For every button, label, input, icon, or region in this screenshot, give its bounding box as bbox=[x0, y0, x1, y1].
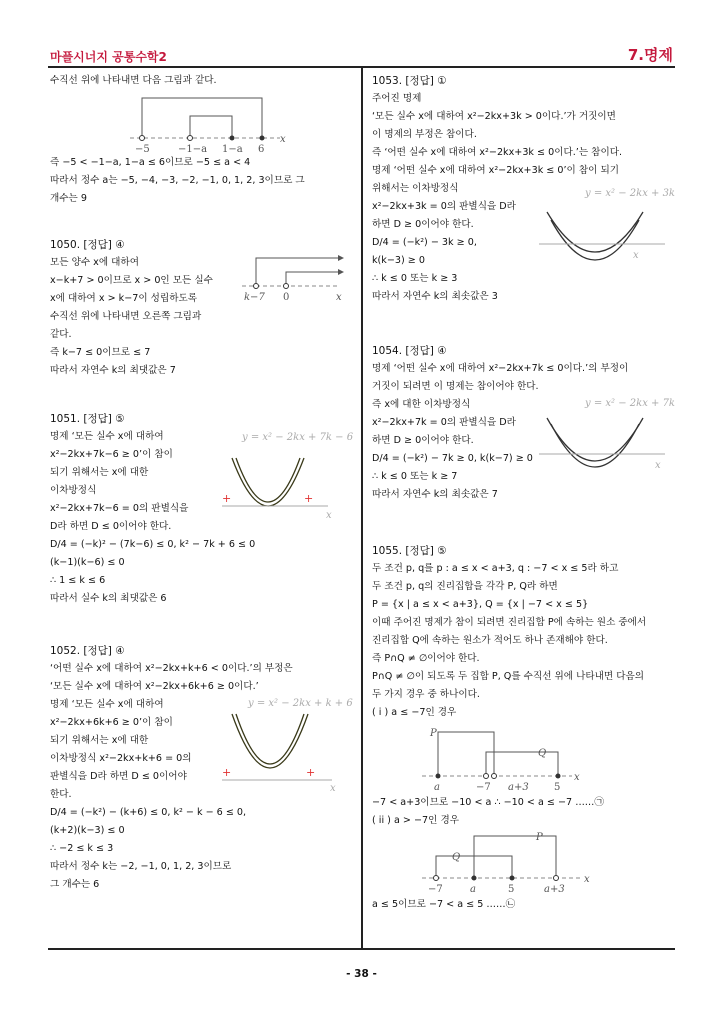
svg-text:+: + bbox=[222, 492, 232, 505]
text-line: 따라서 정수 k는 −2, −1, 0, 1, 2, 3이므로 bbox=[50, 861, 232, 872]
solution-1050 bbox=[50, 236, 350, 380]
text-line: k(k−3) ≥ 0 bbox=[372, 255, 425, 266]
text-line: (k+2)(k−3) ≤ 0 bbox=[50, 825, 125, 836]
label-x: x bbox=[330, 783, 336, 794]
left-column bbox=[50, 72, 354, 894]
text-line: 이 명제의 부정은 참이다. bbox=[372, 129, 477, 140]
text-line: P∩Q ≠ ∅이 되도록 두 집합 P, Q를 수직선 위에 나타내면 다음의 bbox=[372, 671, 645, 682]
label-P: P bbox=[430, 728, 437, 739]
solution-title: 1054. [정답] ④ bbox=[372, 345, 447, 357]
parabola-figure bbox=[218, 692, 353, 794]
label-x: x bbox=[584, 874, 590, 885]
solution-title: 1053. [정답] ① bbox=[372, 75, 447, 87]
solution-1052 bbox=[50, 642, 353, 894]
text-line: 명제 ‘어떤 실수 x에 대하여 x²−2kx+7k ≤ 0이다.’의 부정이 bbox=[372, 363, 629, 374]
text-line: 명제 ‘모든 실수 x에 대하여 bbox=[50, 699, 164, 710]
solution-1054 bbox=[372, 342, 675, 504]
label-5: 5 bbox=[554, 782, 561, 793]
text-line: x²−2kx+7k−6 ≥ 0’이 참이 bbox=[50, 449, 173, 460]
text-line: 수직선 위에 나타내면 다음 그림과 같다. bbox=[50, 75, 217, 86]
text-line: x에 대하여 x > k−7이 성립하도록 bbox=[50, 293, 198, 304]
label-minus7: −7 bbox=[476, 782, 491, 793]
label-P: P bbox=[536, 832, 543, 843]
text-line: ( ii ) a > −7인 경우 bbox=[372, 815, 459, 826]
text-line: 이차방정식 bbox=[50, 485, 97, 496]
text-line: 주어진 명제 bbox=[372, 93, 422, 104]
text-line: 모든 양수 x에 대하여 bbox=[50, 257, 139, 268]
text-line: ∴ k ≤ 0 또는 k ≥ 3 bbox=[372, 273, 458, 284]
label-x: x bbox=[655, 460, 661, 471]
text-line: x²−2kx+6k+6 ≥ 0’이 참이 bbox=[50, 717, 173, 728]
parabola-figure bbox=[537, 394, 675, 484]
text-line: 되기 위해서는 x에 대한 bbox=[50, 735, 149, 746]
label-5: 5 bbox=[508, 884, 515, 895]
solution-title: 1055. [정답] ⑤ bbox=[372, 545, 447, 557]
text-line: P = {x | a ≤ x < a+3}, Q = {x | −7 < x ≤ 5} bbox=[372, 599, 589, 610]
label-a: a bbox=[470, 884, 476, 895]
footer-rule bbox=[48, 948, 675, 950]
chapter-title: 7.명제 bbox=[627, 46, 673, 64]
number-line-figure bbox=[238, 250, 348, 306]
label-6: 6 bbox=[258, 144, 265, 155]
text-line: 두 조건 p, q의 진리집합을 각각 P, Q라 하면 bbox=[372, 581, 558, 592]
page-number: - 38 - bbox=[346, 968, 377, 980]
label-minus7: −7 bbox=[428, 884, 443, 895]
parabola-figure bbox=[537, 182, 675, 272]
text-line: 수직선 위에 나타내면 오른쪽 그림과 bbox=[50, 311, 202, 322]
text-line: 따라서 자연수 k의 최솟값은 7 bbox=[372, 489, 498, 500]
svg-text:+: + bbox=[304, 492, 314, 505]
text-line: ∴ k ≤ 0 또는 k ≥ 7 bbox=[372, 471, 458, 482]
curve-label: y = x² − 2kx + k + 6 bbox=[248, 698, 353, 709]
label-x: x bbox=[574, 772, 580, 783]
label-1-minus-a: 1−a bbox=[222, 144, 243, 155]
text-line: 따라서 자연수 k의 최댓값은 7 bbox=[50, 365, 176, 376]
right-column bbox=[372, 72, 675, 914]
label-k-minus-7: k−7 bbox=[244, 292, 265, 303]
text-line: D라 하면 D ≤ 0이어야 한다. bbox=[50, 521, 172, 532]
solution-1053 bbox=[372, 72, 675, 306]
svg-text:+: + bbox=[306, 766, 316, 779]
svg-text:+: + bbox=[222, 766, 232, 779]
text-line: ∴ −2 ≤ k ≤ 3 bbox=[50, 843, 114, 854]
solution-1051 bbox=[50, 410, 354, 608]
text-line: ‘어떤 실수 x에 대하여 x²−2kx+k+6 < 0이다.’의 부정은 bbox=[50, 663, 293, 674]
label-minus5: −5 bbox=[135, 144, 150, 155]
text-line: 같다. bbox=[50, 329, 72, 340]
text-line: 따라서 자연수 k의 최솟값은 3 bbox=[372, 291, 498, 302]
text-line: 하면 D ≥ 0이어야 한다. bbox=[372, 219, 474, 230]
solution-title: 1050. [정답] ④ bbox=[50, 239, 125, 251]
solution-title: 1051. [정답] ⑤ bbox=[50, 413, 125, 425]
text-line: x²−2kx+7k = 0의 판별식을 D라 bbox=[372, 417, 516, 428]
number-line-figure bbox=[50, 90, 350, 154]
label-a-plus-3: a+3 bbox=[544, 884, 565, 895]
column-divider bbox=[361, 68, 363, 948]
label-Q: Q bbox=[452, 852, 461, 863]
parabola-figure bbox=[218, 426, 354, 526]
label-0: 0 bbox=[283, 292, 290, 303]
text-line: 명제 ‘어떤 실수 x에 대하여 x²−2kx+3k ≤ 0’이 참이 되기 bbox=[372, 165, 619, 176]
text-line: D/4 = (−k²) − 7k ≥ 0, k(k−7) ≥ 0 bbox=[372, 453, 533, 464]
text-line: 하면 D ≥ 0이어야 한다. bbox=[372, 435, 474, 446]
label-neg1-minus-a: −1−a bbox=[178, 144, 208, 155]
text-line: 즉 P∩Q ≠ ∅이어야 한다. bbox=[372, 653, 480, 664]
text-line: 그 개수는 6 bbox=[50, 879, 100, 890]
text-line: 따라서 정수 a는 −5, −4, −3, −2, −1, 0, 1, 2, 3이므로 그 bbox=[50, 175, 305, 186]
text-line: (k−1)(k−6) ≤ 0 bbox=[50, 557, 125, 568]
text-line: ( i ) a ≤ −7인 경우 bbox=[372, 707, 457, 718]
text-line: 따라서 실수 k의 최댓값은 6 bbox=[50, 593, 167, 604]
text-line: 위해서는 이차방정식 bbox=[372, 183, 459, 194]
label-a: a bbox=[434, 782, 440, 793]
text-line: −7 < a+3이므로 −10 < a ∴ −10 < a ≤ −7 ……㉠ bbox=[372, 797, 604, 808]
curve-label: y = x² − 2kx + 7k − 6 bbox=[242, 432, 354, 443]
text-line: ∴ 1 ≤ k ≤ 6 bbox=[50, 575, 106, 586]
label-x: x bbox=[280, 134, 286, 145]
text-line: ‘모든 실수 x에 대하여 x²−2kx+6k+6 ≥ 0이다.’ bbox=[50, 681, 259, 692]
solution-1055 bbox=[372, 542, 672, 914]
text-line: D/4 = (−k)² − (7k−6) ≤ 0, k² − 7k + 6 ≤ 0 bbox=[50, 539, 256, 550]
text-line: 진리집합 Q에 속하는 원소가 적어도 하나 존재해야 한다. bbox=[372, 635, 608, 646]
text-line: 거짓이 되려면 이 명제는 참이어야 한다. bbox=[372, 381, 539, 392]
text-line: 즉 k−7 ≤ 0이므로 ≤ 7 bbox=[50, 347, 151, 358]
curve-label: y = x² − 2kx + 7k bbox=[585, 398, 675, 409]
label-a-plus-3: a+3 bbox=[508, 782, 529, 793]
text-line: D/4 = (−k²) − (k+6) ≤ 0, k² − k − 6 ≤ 0, bbox=[50, 807, 247, 818]
label-x: x bbox=[326, 510, 332, 521]
text-line: 되기 위해서는 x에 대한 bbox=[50, 467, 149, 478]
text-line: 이때 주어진 명제가 참이 되려면 진리집합 P에 속하는 원소 중에서 bbox=[372, 617, 647, 628]
text-line: 즉 ‘어떤 실수 x에 대하여 x²−2kx+3k ≤ 0이다.’는 참이다. bbox=[372, 147, 623, 158]
text-line: ‘모든 실수 x에 대하여 x²−2kx+3k > 0이다.’가 거짓이면 bbox=[372, 111, 616, 122]
text-line: 두 조건 p, q를 p : a ≤ x < a+3, q : −7 < x ≤ 5라 하고 bbox=[372, 563, 619, 574]
solution-title: 1052. [정답] ④ bbox=[50, 645, 125, 657]
label-x: x bbox=[633, 250, 639, 261]
text-line: 이차방정식 x²−2kx+k+6 = 0의 bbox=[50, 753, 192, 764]
label-x: x bbox=[336, 292, 342, 303]
curve-label: y = x² − 2kx + 3k bbox=[585, 188, 675, 199]
text-line: 즉 x에 대한 이차방정식 bbox=[372, 399, 471, 410]
text-line: x²−2kx+7k−6 = 0의 판별식을 bbox=[50, 503, 189, 514]
text-line: D/4 = (−k²) − 3k ≥ 0, bbox=[372, 237, 477, 248]
text-line: x−k+7 > 0이므로 x > 0인 모든 실수 bbox=[50, 275, 213, 286]
text-line: 명제 ‘모든 실수 x에 대하여 bbox=[50, 431, 164, 442]
text-line: 개수는 9 bbox=[50, 193, 87, 204]
text-line: a ≤ 5이므로 −7 < a ≤ 5 ……㉡ bbox=[372, 899, 516, 910]
solution-1049-continued bbox=[50, 72, 350, 208]
case1-number-line bbox=[372, 722, 672, 794]
label-Q: Q bbox=[538, 748, 547, 759]
book-title: 마플시너지 공통수학2 bbox=[50, 50, 167, 64]
case2-number-line bbox=[372, 830, 672, 896]
text-line: x²−2kx+3k = 0의 판별식을 D라 bbox=[372, 201, 516, 212]
text-line: 한다. bbox=[50, 789, 72, 800]
text-line: 판별식을 D라 하면 D ≤ 0이어야 bbox=[50, 771, 187, 782]
text-line: 즉 −5 < −1−a, 1−a ≤ 6이므로 −5 ≤ a < 4 bbox=[50, 157, 251, 168]
text-line: 두 가지 경우 중 하나이다. bbox=[372, 689, 480, 700]
